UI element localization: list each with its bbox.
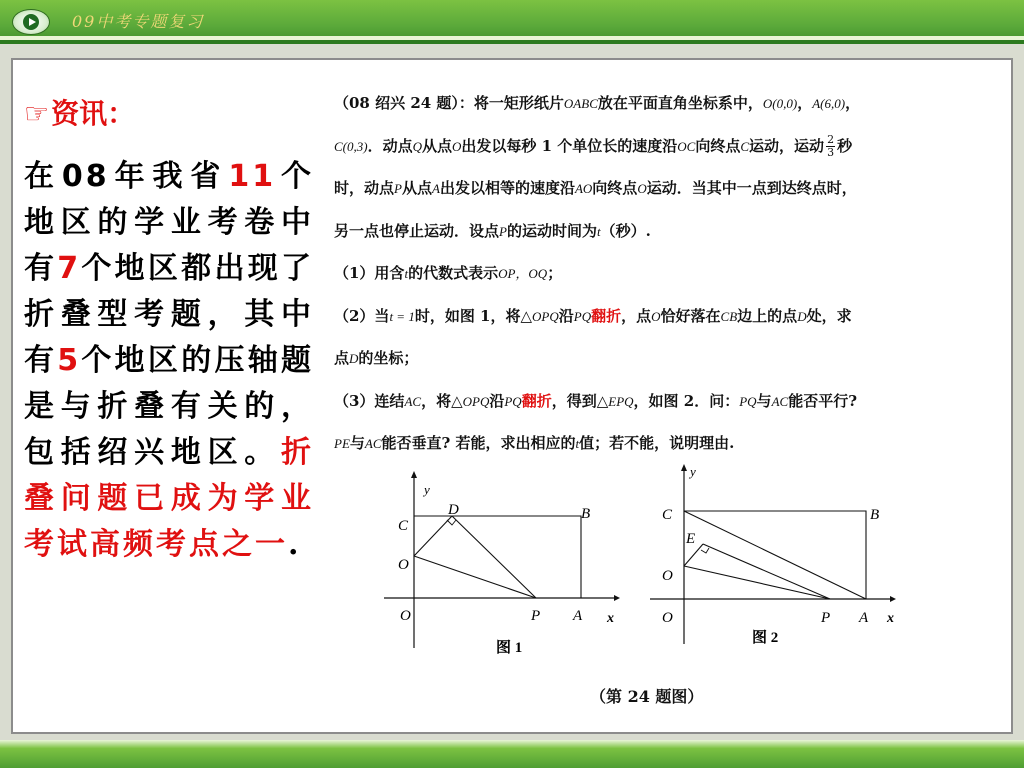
math: t = 1 — [389, 308, 415, 324]
math: PQ — [739, 393, 757, 409]
problem-line-2 — [334, 125, 1010, 168]
text: 处，求 — [806, 306, 852, 325]
para-text: 年我省 — [109, 159, 229, 194]
x-axis-arrow — [614, 595, 620, 601]
denominator: 3 — [827, 146, 835, 159]
info-paragraph — [24, 154, 314, 568]
point-Q-label: O — [662, 568, 673, 584]
math: C — [740, 138, 750, 154]
math: AC — [404, 393, 422, 409]
point-D-label: D — [448, 502, 459, 518]
segment-DP — [452, 516, 536, 598]
text: ，将△ — [421, 391, 463, 410]
para-text: 个地区都出现了折叠型考题，其中有 — [24, 251, 314, 378]
text: 值；若不能，说明理由. — [579, 434, 735, 452]
math: D — [349, 351, 359, 366]
point-P-label: P — [531, 608, 541, 624]
fraction-two-thirds — [826, 134, 835, 159]
text: 沿 — [489, 391, 505, 410]
text: 向终点 — [592, 179, 638, 197]
highlight-fold: 翻折 — [521, 391, 552, 410]
math: P — [394, 181, 402, 196]
text: 能否垂直? 若能，求出相应的 — [381, 434, 576, 452]
problem-line-9 — [334, 422, 1010, 465]
text: 与 — [349, 434, 365, 452]
math: PQ — [573, 308, 592, 324]
text: 点 — [334, 349, 350, 367]
text: 恰好落在 — [660, 306, 721, 325]
math: AO — [574, 181, 593, 196]
problem-line-7 — [334, 337, 1010, 380]
text: 秒 — [837, 136, 853, 155]
math: OPQ — [532, 308, 559, 324]
diagonal-AC — [684, 511, 866, 599]
point-A-label: A — [859, 610, 869, 626]
math: O — [452, 138, 462, 154]
bottom-band — [0, 740, 1024, 768]
point-A-label: A — [573, 608, 583, 624]
segment-QE — [684, 544, 703, 566]
point-E-label: E — [686, 531, 696, 547]
count-5: 5 — [57, 343, 82, 378]
y-axis-arrow — [681, 464, 687, 471]
play-button-icon[interactable] — [12, 9, 50, 35]
text: 放在平面直角坐标系中， — [597, 94, 763, 112]
text: 运动．当其中一点到达终点时， — [646, 179, 857, 197]
figure-2-caption: 图 2 — [752, 630, 779, 646]
problem-line-4 — [334, 210, 1010, 253]
text: （1）用含 — [334, 264, 405, 282]
text: 的坐标； — [358, 349, 419, 367]
text: （秒）. — [600, 221, 651, 240]
x-axis-label: x — [607, 611, 614, 626]
text: 从点 — [401, 179, 432, 197]
highlight-statement: 折叠问题已成为学业考试高频考点之一 — [24, 435, 314, 562]
math: P — [499, 223, 507, 239]
text: 时，动点 — [334, 179, 395, 197]
rectangle — [414, 516, 581, 598]
text: 另一点也停止运动．设点 — [334, 221, 500, 240]
point-B-label: B — [870, 507, 880, 523]
brand-title: 09中考专题复习 — [72, 12, 205, 31]
numerator: 2 — [827, 133, 835, 146]
math: OP，OQ — [498, 266, 548, 281]
origin-label: O — [662, 610, 673, 626]
math: EPQ — [608, 393, 634, 409]
math: A(6,0) — [812, 96, 846, 111]
top-banner — [0, 0, 1024, 44]
info-heading-text: 资讯： — [51, 97, 136, 130]
segment-EP — [703, 544, 830, 599]
math: PE — [334, 436, 350, 451]
math: t — [575, 436, 580, 451]
info-column — [24, 92, 314, 568]
text: ，点 — [621, 306, 652, 325]
count-7: 7 — [57, 251, 82, 286]
text: 运动，运动 — [749, 136, 825, 155]
segment-QP — [414, 556, 536, 598]
math: AC — [364, 436, 382, 451]
text: 边上的点 — [737, 306, 798, 325]
segment-QD — [414, 516, 452, 556]
text: 能否平行? — [788, 391, 857, 410]
math: t — [596, 223, 601, 239]
figures-caption: （第 24 题图） — [590, 687, 704, 706]
text: ， — [845, 94, 861, 112]
figure-1-caption: 图 1 — [496, 640, 523, 656]
point-Q-label: O — [398, 557, 409, 573]
origin-label: O — [400, 608, 411, 624]
text: 从点 — [422, 136, 453, 155]
para-text: 个地区的学业考卷中有 — [24, 159, 315, 286]
text: （3）连结 — [334, 391, 405, 410]
x-axis-label: x — [887, 611, 894, 626]
text: ， — [797, 94, 813, 112]
math: A — [431, 181, 440, 196]
y-axis-label: y — [424, 482, 430, 497]
math: Q — [412, 138, 422, 154]
point-C-label: C — [398, 518, 409, 534]
math: O — [651, 308, 661, 324]
text: ，得到△ — [551, 391, 609, 410]
text: ； — [547, 264, 563, 282]
point-B-label: B — [581, 506, 591, 522]
text: （2）当 — [334, 306, 390, 325]
point-P-label: P — [821, 610, 831, 626]
y-axis-arrow — [411, 471, 417, 478]
math: CB — [720, 308, 738, 324]
math: OPQ — [462, 393, 490, 409]
problem-line-6 — [334, 295, 1010, 338]
banner-stripe-dark — [0, 40, 1024, 44]
math: PQ — [504, 393, 522, 409]
math: O(0,0) — [762, 96, 798, 111]
pointing-hand-icon: ☞ — [24, 97, 50, 130]
text: 的代数式表示 — [408, 264, 499, 282]
para-text: 在 — [24, 159, 62, 194]
figure-2 — [640, 462, 910, 656]
text: 与 — [756, 391, 772, 410]
figure-1-svg — [370, 470, 630, 660]
play-triangle — [29, 18, 36, 26]
text: 出发以相等的速度沿 — [439, 179, 575, 197]
text: 出发以每秒 1 个单位长的速度沿 — [461, 136, 678, 155]
right-angle-mark — [447, 520, 456, 525]
math: t — [404, 266, 409, 281]
text: 沿 — [558, 306, 574, 325]
text: 向终点 — [695, 136, 741, 155]
figure-2-svg — [640, 462, 910, 652]
count-11: 11 — [228, 159, 277, 194]
highlight-fold: 翻折 — [591, 306, 622, 325]
problem-line-3 — [334, 167, 1010, 210]
math: OC — [677, 138, 696, 154]
problem-line-5 — [334, 252, 1010, 295]
text: 的运动时间为 — [506, 221, 597, 240]
figure-1 — [370, 470, 630, 664]
math: OABC — [563, 96, 598, 111]
para-end: . — [288, 527, 302, 562]
problem-line-8 — [334, 380, 1010, 423]
text: ．动点 — [367, 136, 413, 155]
y-axis-label: y — [690, 464, 696, 479]
year-number: 08 — [61, 159, 110, 194]
math: C(0,3) — [334, 138, 368, 154]
text: 时，如图 1，将△ — [414, 306, 533, 325]
point-C-label: C — [662, 507, 673, 523]
math: AC — [771, 393, 789, 409]
text: （08 绍兴 24 题）：将一矩形纸片 — [334, 94, 564, 112]
right-angle-mark — [701, 548, 709, 553]
info-heading — [24, 92, 314, 132]
text: ，如图 2．问： — [633, 391, 740, 410]
problem-statement — [334, 82, 1010, 465]
math: O — [637, 181, 647, 196]
x-axis-arrow — [890, 596, 896, 602]
math: D — [797, 308, 807, 324]
problem-line-1 — [334, 82, 1010, 125]
para-text: 个地区的压轴题是与折叠有关的，包括绍兴地区。 — [24, 343, 314, 470]
